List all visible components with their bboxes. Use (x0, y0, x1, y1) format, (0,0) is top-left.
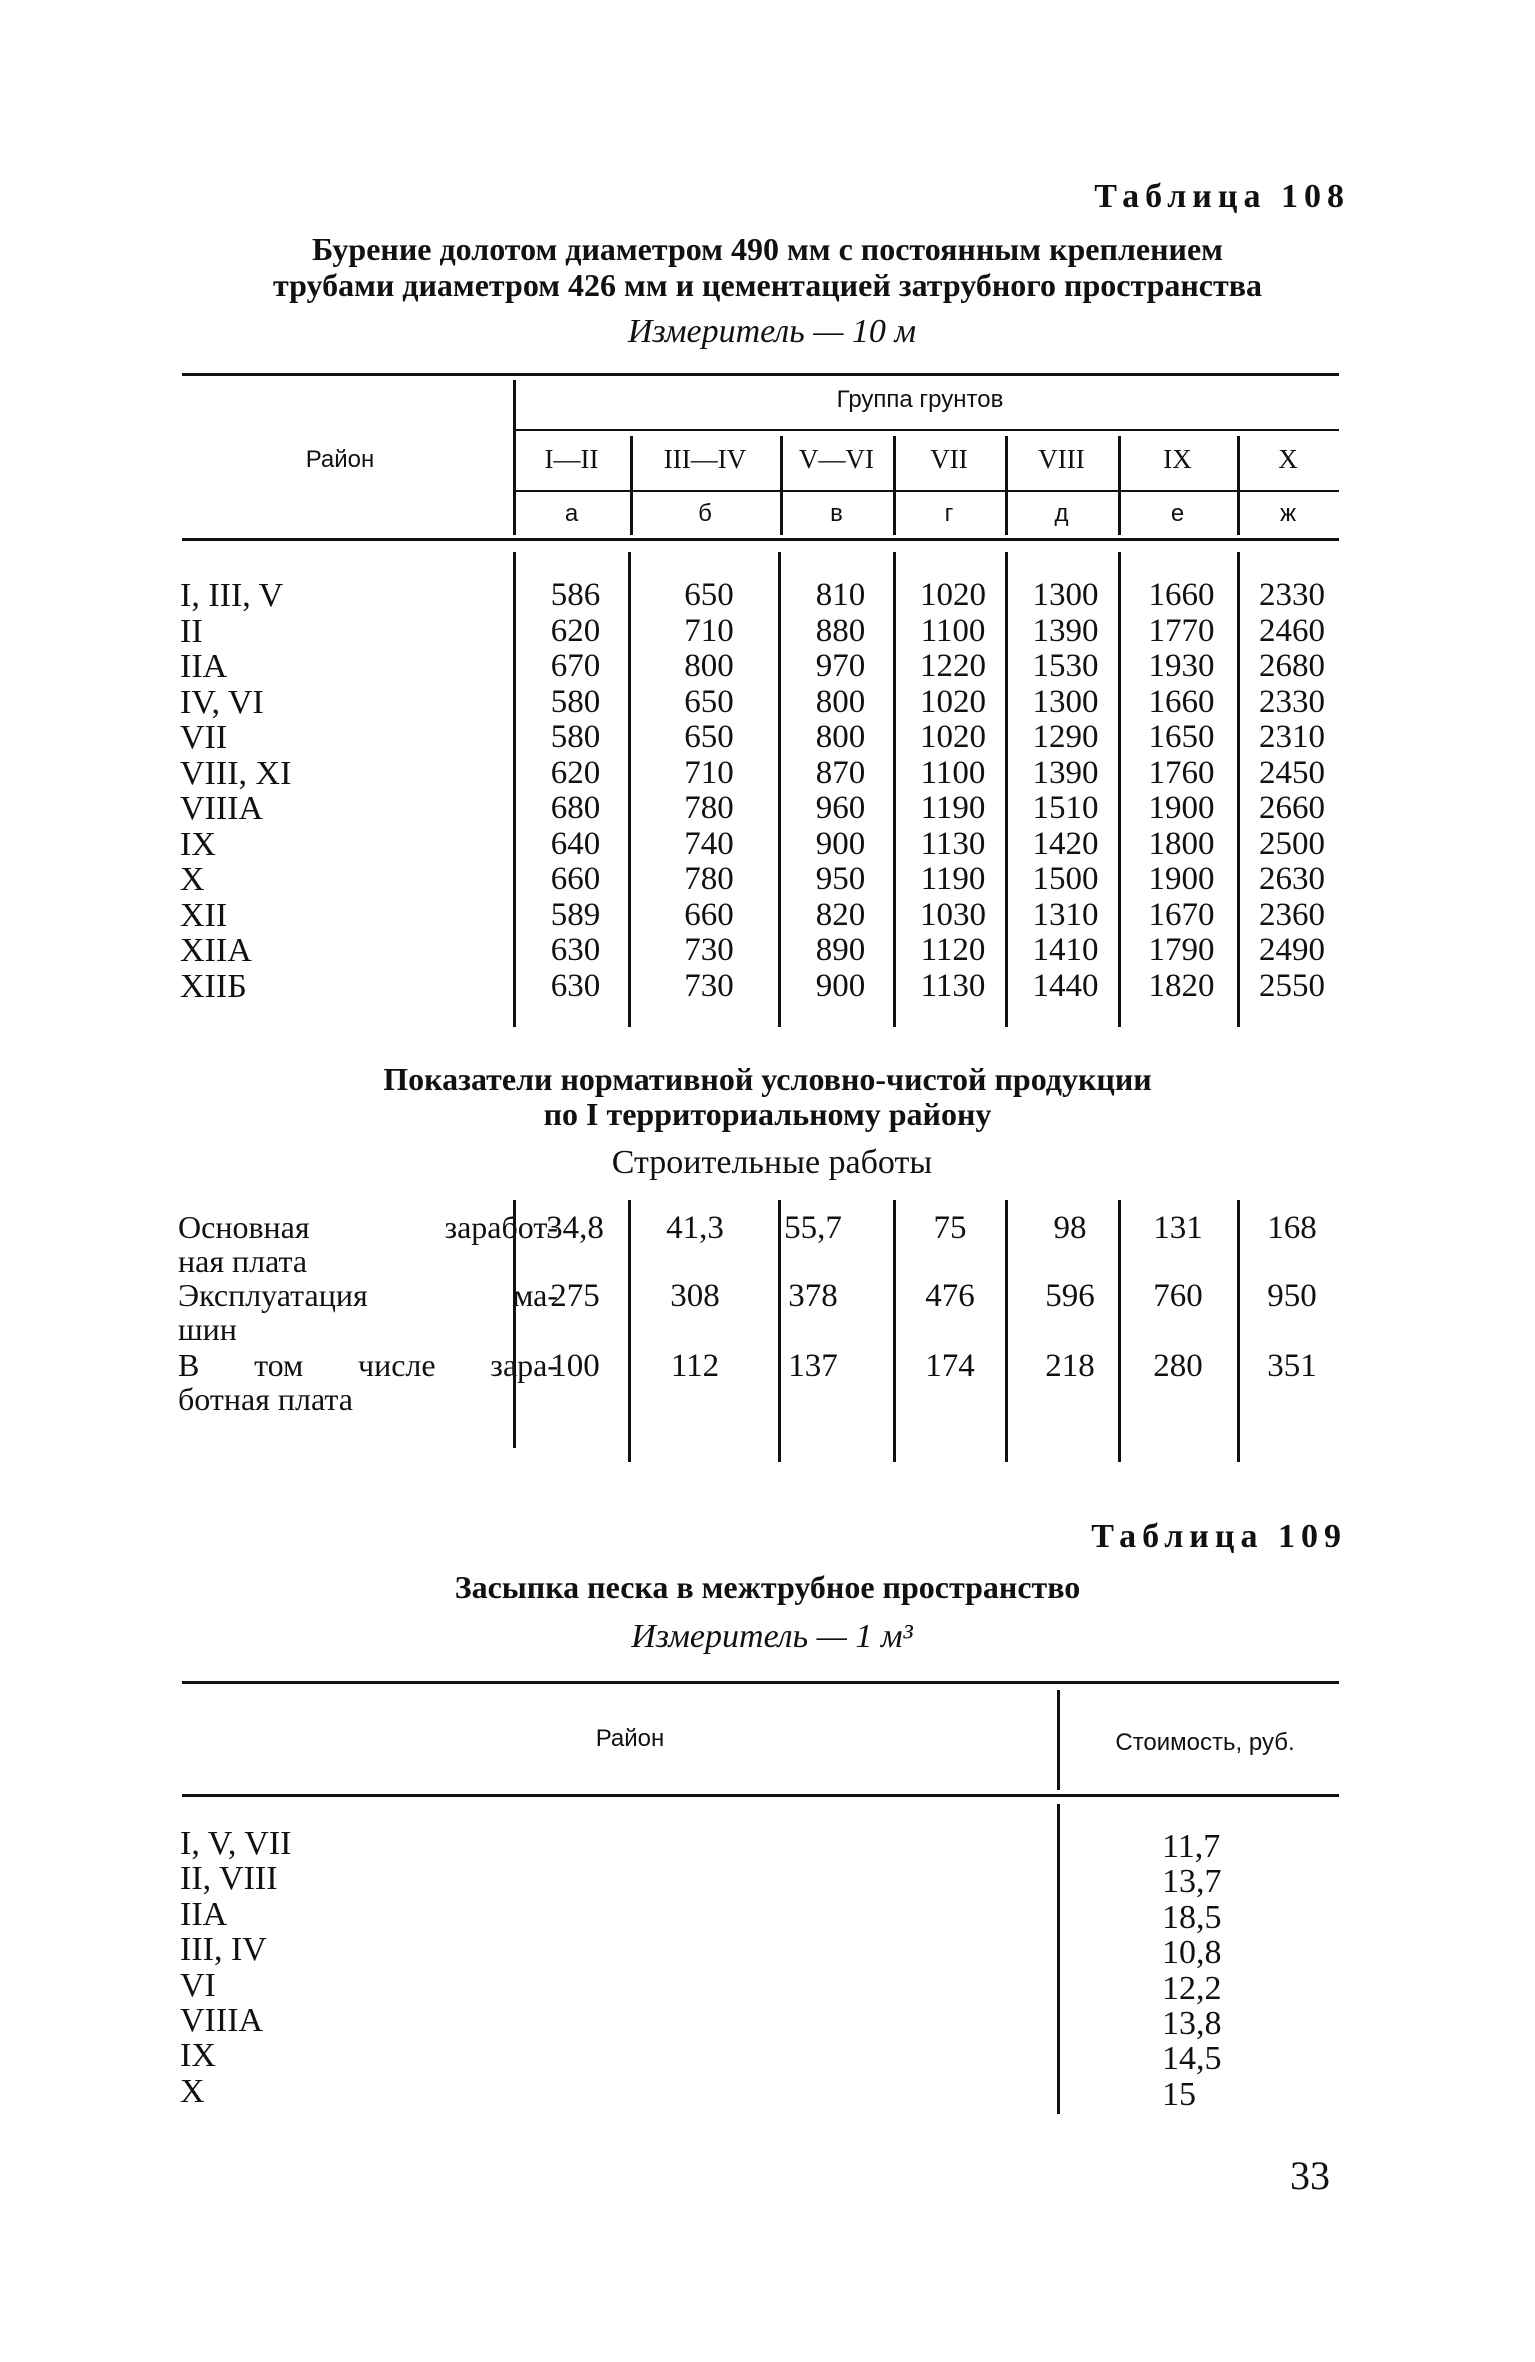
value-cell: 800 (815, 683, 866, 720)
value-cell: 2450 (1259, 754, 1325, 791)
indicator-value: 55,7 (784, 1210, 842, 1246)
body-col-divider-2 (628, 552, 631, 1027)
header-col-divider-4 (1005, 436, 1008, 535)
value-cell: 1650 (1148, 719, 1215, 755)
table109-top-rule (182, 1681, 1339, 1684)
value-cell: 680 (550, 790, 601, 826)
table108-caption: Таблица 108 (1094, 178, 1350, 215)
table109-district-row: II, VIII (180, 1860, 278, 1898)
group-header-4: VII (930, 444, 968, 474)
group-letter-2: б (698, 500, 712, 527)
value-cell: 1190 (920, 861, 986, 897)
indicator-label-line2: ботная плата (178, 1381, 353, 1417)
indicators-title-line2: по I территориальному району (543, 1096, 992, 1132)
header-col-divider-6 (1237, 436, 1240, 535)
district-row-label: XII (180, 896, 228, 934)
district-row-label: IV, VI (180, 683, 264, 721)
body-col-divider-1 (513, 552, 516, 1027)
table109-unit: Измеритель — 1 м³ (631, 1618, 913, 1655)
table108-soil-group-header: Группа грунтов (836, 386, 1004, 413)
indicator-value: 34,8 (546, 1210, 604, 1246)
indicator-value: 98 (1053, 1210, 1087, 1246)
group-letter-7: ж (1279, 500, 1297, 527)
value-cell: 640 (550, 825, 601, 862)
values-column-5 (1016, 578, 1116, 1004)
value-cell: 1420 (1032, 825, 1099, 862)
value-cell: 580 (550, 719, 601, 755)
value-cell: 630 (550, 967, 601, 1004)
header-col-divider-5 (1118, 436, 1121, 535)
table109-cost-cell: 13,8 (1162, 2004, 1222, 2042)
value-cell: 800 (815, 719, 866, 755)
value-cell: 1900 (1148, 790, 1215, 826)
value-cell: 1820 (1148, 967, 1215, 1004)
group-letter-1: а (564, 500, 579, 527)
value-cell: 1410 (1032, 932, 1099, 968)
indicator-col-divider-7 (1237, 1200, 1240, 1462)
value-cell: 650 (684, 719, 734, 755)
table109-district-row: IIA (180, 1895, 228, 1933)
value-cell: 780 (684, 861, 734, 897)
value-cell: 1390 (1032, 754, 1099, 791)
values-column-6 (1132, 578, 1232, 1004)
indicator-value: 308 (670, 1278, 720, 1314)
value-cell: 2330 (1259, 683, 1325, 720)
value-cell: 1440 (1032, 967, 1099, 1004)
value-cell: 1530 (1032, 648, 1099, 684)
table109-cost-list (1162, 1829, 1222, 2112)
value-cell: 1130 (920, 967, 986, 1004)
value-cell: 1020 (920, 577, 986, 613)
value-cell: 800 (684, 648, 734, 684)
indicator-col-divider-3 (778, 1200, 781, 1462)
indicator-label-2 (178, 1278, 558, 1346)
body-col-divider-4 (893, 552, 896, 1027)
group-letter-4: г (944, 500, 954, 527)
value-cell: 1190 (920, 790, 986, 826)
value-cell: 1390 (1032, 612, 1099, 649)
value-cell: 1020 (920, 719, 986, 755)
table108-header-bottom-rule (182, 538, 1339, 541)
value-cell: 670 (550, 648, 601, 684)
indicator-value: 137 (788, 1348, 838, 1384)
district-row-label: X (180, 861, 205, 898)
district-divider-header (513, 380, 516, 535)
table108-group-rule (513, 429, 1339, 431)
indicator-value: 218 (1045, 1348, 1095, 1384)
district-row-label: IX (180, 825, 216, 863)
value-cell: 1510 (1032, 790, 1099, 826)
group-header-5: VIII (1038, 444, 1085, 474)
table109-header-bottom-rule (182, 1794, 1339, 1797)
indicator-value: 100 (550, 1348, 600, 1384)
value-cell: 1500 (1032, 861, 1099, 897)
district-row-label: VIII, XI (180, 754, 292, 792)
indicator-value: 280 (1153, 1348, 1203, 1384)
header-col-divider-1 (630, 436, 633, 535)
indicator-value: 378 (788, 1278, 838, 1314)
value-cell: 1290 (1032, 719, 1099, 755)
value-cell: 730 (684, 967, 734, 1004)
value-cell: 1930 (1148, 648, 1215, 684)
district-row-label: IIA (180, 648, 228, 685)
district-row-label: VIIIA (180, 790, 264, 827)
table109-header-divider (1057, 1690, 1060, 1790)
value-cell: 1660 (1148, 577, 1215, 613)
indicator-value: 476 (925, 1278, 975, 1314)
value-cell: 2680 (1259, 648, 1325, 684)
value-cell: 630 (550, 932, 601, 968)
indicator-value: 112 (670, 1348, 720, 1384)
indicator-label-line1: Эксплуатация ма- (178, 1277, 558, 1313)
value-cell: 780 (684, 790, 734, 826)
district-row-label: I, III, V (180, 577, 284, 614)
value-cell: 1800 (1148, 825, 1215, 862)
value-cell: 660 (550, 861, 601, 897)
value-cell: 2330 (1259, 577, 1325, 613)
indicator-value: 174 (925, 1348, 975, 1384)
value-cell: 970 (815, 648, 866, 684)
table109-district-row: VIIIA (180, 2001, 264, 2039)
table109-cost-cell: 18,5 (1162, 1898, 1222, 1936)
value-cell: 2660 (1259, 790, 1325, 826)
value-cell: 810 (815, 577, 866, 613)
value-cell: 2500 (1259, 825, 1325, 862)
table109-district-row: I, V, VII (180, 1825, 292, 1862)
table109-cost-cell: 15 (1162, 2075, 1196, 2113)
table109-district-row: X (180, 2072, 205, 2110)
header-col-divider-2 (780, 436, 783, 535)
value-cell: 589 (550, 896, 601, 933)
value-cell: 880 (815, 612, 866, 649)
indicator-value: 596 (1045, 1278, 1095, 1314)
value-cell: 586 (550, 577, 601, 613)
value-cell: 900 (815, 967, 866, 1004)
value-cell: 1900 (1148, 861, 1215, 897)
table109-title: Засыпка песка в межтрубное пространство (454, 1569, 1081, 1605)
value-cell: 2550 (1259, 967, 1325, 1004)
value-cell: 1020 (920, 683, 986, 720)
group-letter-6: е (1170, 500, 1185, 527)
table109-district-row: VI (180, 1966, 216, 2004)
value-cell: 820 (815, 896, 866, 933)
value-cell: 1790 (1148, 932, 1215, 968)
value-cell: 650 (684, 683, 734, 720)
value-cell: 710 (684, 754, 734, 791)
table109-district-row: IX (180, 2037, 216, 2075)
indicator-label-line2: ная плата (178, 1243, 308, 1279)
indicator-value: 950 (1267, 1278, 1317, 1314)
value-cell: 1660 (1148, 683, 1215, 720)
values-column-2 (659, 578, 759, 1004)
body-col-divider-3 (778, 552, 781, 1027)
value-cell: 1120 (920, 932, 986, 968)
table109-cost-cell: 12,2 (1162, 1969, 1222, 2007)
indicator-value: 75 (933, 1210, 967, 1246)
value-cell: 620 (550, 612, 601, 649)
table108-district-header: Район (305, 446, 375, 473)
values-column-7 (1242, 578, 1342, 1004)
table108-unit: Измеритель — 10 м (627, 313, 917, 350)
table109-cost-cell: 14,5 (1162, 2040, 1222, 2078)
district-row-label: XIIБ (180, 967, 247, 1005)
values-column-4 (903, 578, 1003, 1004)
value-cell: 2630 (1259, 861, 1325, 897)
indicator-value: 41,3 (666, 1210, 724, 1246)
value-cell: 650 (684, 577, 734, 613)
indicator-col-divider-2 (628, 1200, 631, 1462)
indicator-value: 351 (1267, 1348, 1317, 1384)
value-cell: 580 (550, 683, 601, 720)
table109-district-list (180, 1826, 291, 2109)
indicators-title-line1: Показатели нормативной условно-чистой продукции (383, 1061, 1152, 1097)
table108-top-rule (182, 373, 1339, 376)
value-cell: 1310 (1032, 896, 1099, 933)
value-cell: 1130 (920, 825, 986, 862)
group-letter-5: д (1054, 500, 1069, 527)
value-cell: 620 (550, 754, 601, 791)
body-col-divider-6 (1118, 552, 1121, 1027)
table109-cost-cell: 13,7 (1162, 1863, 1222, 1901)
value-cell: 2310 (1259, 719, 1325, 755)
value-cell: 740 (684, 825, 734, 862)
indicator-value: 168 (1267, 1210, 1317, 1246)
table108-letters-rule (513, 490, 1339, 492)
value-cell: 1770 (1148, 612, 1215, 649)
value-cell: 1220 (920, 648, 986, 684)
indicator-value: 760 (1153, 1278, 1203, 1314)
table109-caption: Таблица 109 (1091, 1518, 1347, 1555)
indicator-label-1 (178, 1210, 558, 1278)
value-cell: 950 (815, 861, 866, 897)
value-cell: 1670 (1148, 896, 1215, 933)
table108-title-line2: трубами диаметром 426 мм и цементацией затрубного пространства (273, 267, 1262, 303)
indicator-label-line1: В том числе зара- (178, 1347, 558, 1383)
value-cell: 2490 (1259, 932, 1325, 968)
table109-district-header: Район (595, 1725, 665, 1752)
value-cell: 960 (815, 790, 866, 826)
table108-title-line1: Бурение долотом диаметром 490 мм с постоянным креплением (312, 231, 1223, 267)
values-column-1 (526, 578, 626, 1004)
value-cell: 1030 (920, 896, 986, 933)
indicators-subtitle: Строительные работы (611, 1144, 933, 1181)
value-cell: 900 (815, 825, 866, 862)
indicator-col-divider-4 (893, 1200, 896, 1462)
value-cell: 1300 (1032, 577, 1099, 613)
indicator-value: 275 (550, 1278, 600, 1314)
group-letter-3: в (830, 500, 843, 527)
indicator-value: 131 (1153, 1210, 1203, 1246)
table109-cost-cell: 11,7 (1162, 1828, 1221, 1865)
group-header-6: IX (1163, 444, 1192, 474)
indicator-label-3 (178, 1348, 558, 1416)
group-header-7: X (1278, 444, 1298, 474)
value-cell: 660 (684, 896, 734, 933)
value-cell: 710 (684, 612, 734, 649)
value-cell: 1100 (920, 612, 986, 649)
district-row-label: VII (180, 719, 228, 756)
value-cell: 2460 (1259, 612, 1325, 649)
value-cell: 1100 (920, 754, 986, 791)
header-col-divider-3 (893, 436, 896, 535)
body-col-divider-7 (1237, 552, 1240, 1027)
indicator-label-line1: Основная заработ- (178, 1209, 558, 1245)
value-cell: 2360 (1259, 896, 1325, 933)
value-cell: 870 (815, 754, 866, 791)
group-header-3: V—VI (799, 444, 874, 474)
indicator-col-divider-5 (1005, 1200, 1008, 1462)
table109-cost-cell: 10,8 (1162, 1934, 1222, 1972)
indicator-col-divider-6 (1118, 1200, 1121, 1462)
table109-cost-header: Стоимость, руб. (1115, 1729, 1295, 1756)
values-column-3 (791, 578, 891, 1004)
table109-body-divider (1057, 1804, 1060, 2114)
value-cell: 1300 (1032, 683, 1099, 720)
page-number: 33 (1290, 2153, 1330, 2198)
table109-district-row: III, IV (180, 1931, 267, 1969)
table108-district-list (180, 578, 291, 1004)
indicator-label-line2: шин (178, 1311, 237, 1347)
indicator-col-divider-1 (513, 1200, 516, 1448)
district-row-label: II (180, 612, 203, 650)
group-header-1: I—II (544, 444, 599, 474)
body-col-divider-5 (1005, 552, 1008, 1027)
value-cell: 730 (684, 932, 734, 968)
group-header-2: III—IV (663, 444, 747, 474)
value-cell: 1760 (1148, 754, 1215, 791)
district-row-label: XIIA (180, 932, 252, 969)
value-cell: 890 (815, 932, 866, 968)
